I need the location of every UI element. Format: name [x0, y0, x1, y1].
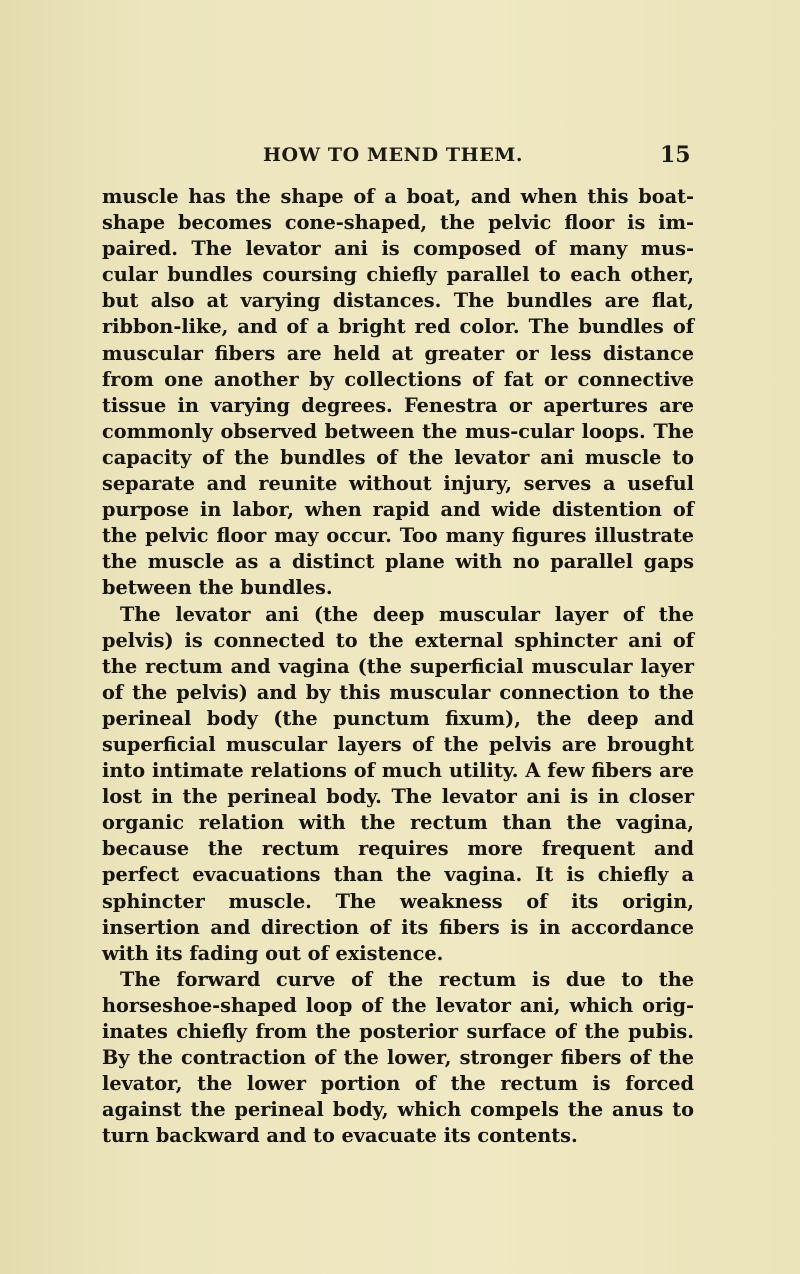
- paragraph: The levator ani (the deep muscular layer of the pelvis) is connected to the external sphincter ani of the rectum and vagina (the superficial muscular layer of the pelvis) and by this muscular connection to the perineal body (the punctum fixum), the deep and superficial muscular layers of the pelvis are brought into intimate relations of much utility. A few fibers are lost in the perineal body. The levator ani is in closer organic relation with the rectum than the vagina, because the rectum requires more frequent and perfect evacuations than the vagina. It is chiefly a sphincter muscle. The weakness of its origin, insertion and direction of its fibers is in accordance with its fading out of existence.: [102, 602, 694, 965]
- running-head: HOW TO MEND THEM.: [263, 144, 524, 166]
- paragraph: The forward curve of the rectum is due to the horseshoe-shaped loop of the levator ani, which orig-inates chiefly from the posterior surface of the pubis. By the contraction of the lower, stronger fibers of the levator, the lower portion of the rectum is forced against the perineal body, which compels the anus to turn backward and to evacuate its contents.: [102, 967, 694, 1148]
- page-header: [0, 144, 800, 174]
- body-text: [102, 184, 694, 1149]
- page-number: 15: [660, 142, 691, 168]
- paragraph: muscle has the shape of a boat, and when this boat-shape becomes cone-shaped, the pelvic floor is im-paired. The levator ani is composed of many mus-cular bundles coursing chiefly parallel to each other, but also at varying distances. The bundles are flat, ribbon-like, and of a bright red color. The bundles of muscular fibers are held at greater or less distance from one another by collections of fat or connective tissue in varying degrees. Fenestra or apertures are commonly observed between the mus-cular loops. The capacity of the bundles of the levator ani muscle to separate and reunite without injury, serves a useful purpose in labor, when rapid and wide distention of the pelvic floor may occur. Too many figures illustrate the muscle as a distinct plane with no parallel gaps between the bundles.: [102, 185, 694, 600]
